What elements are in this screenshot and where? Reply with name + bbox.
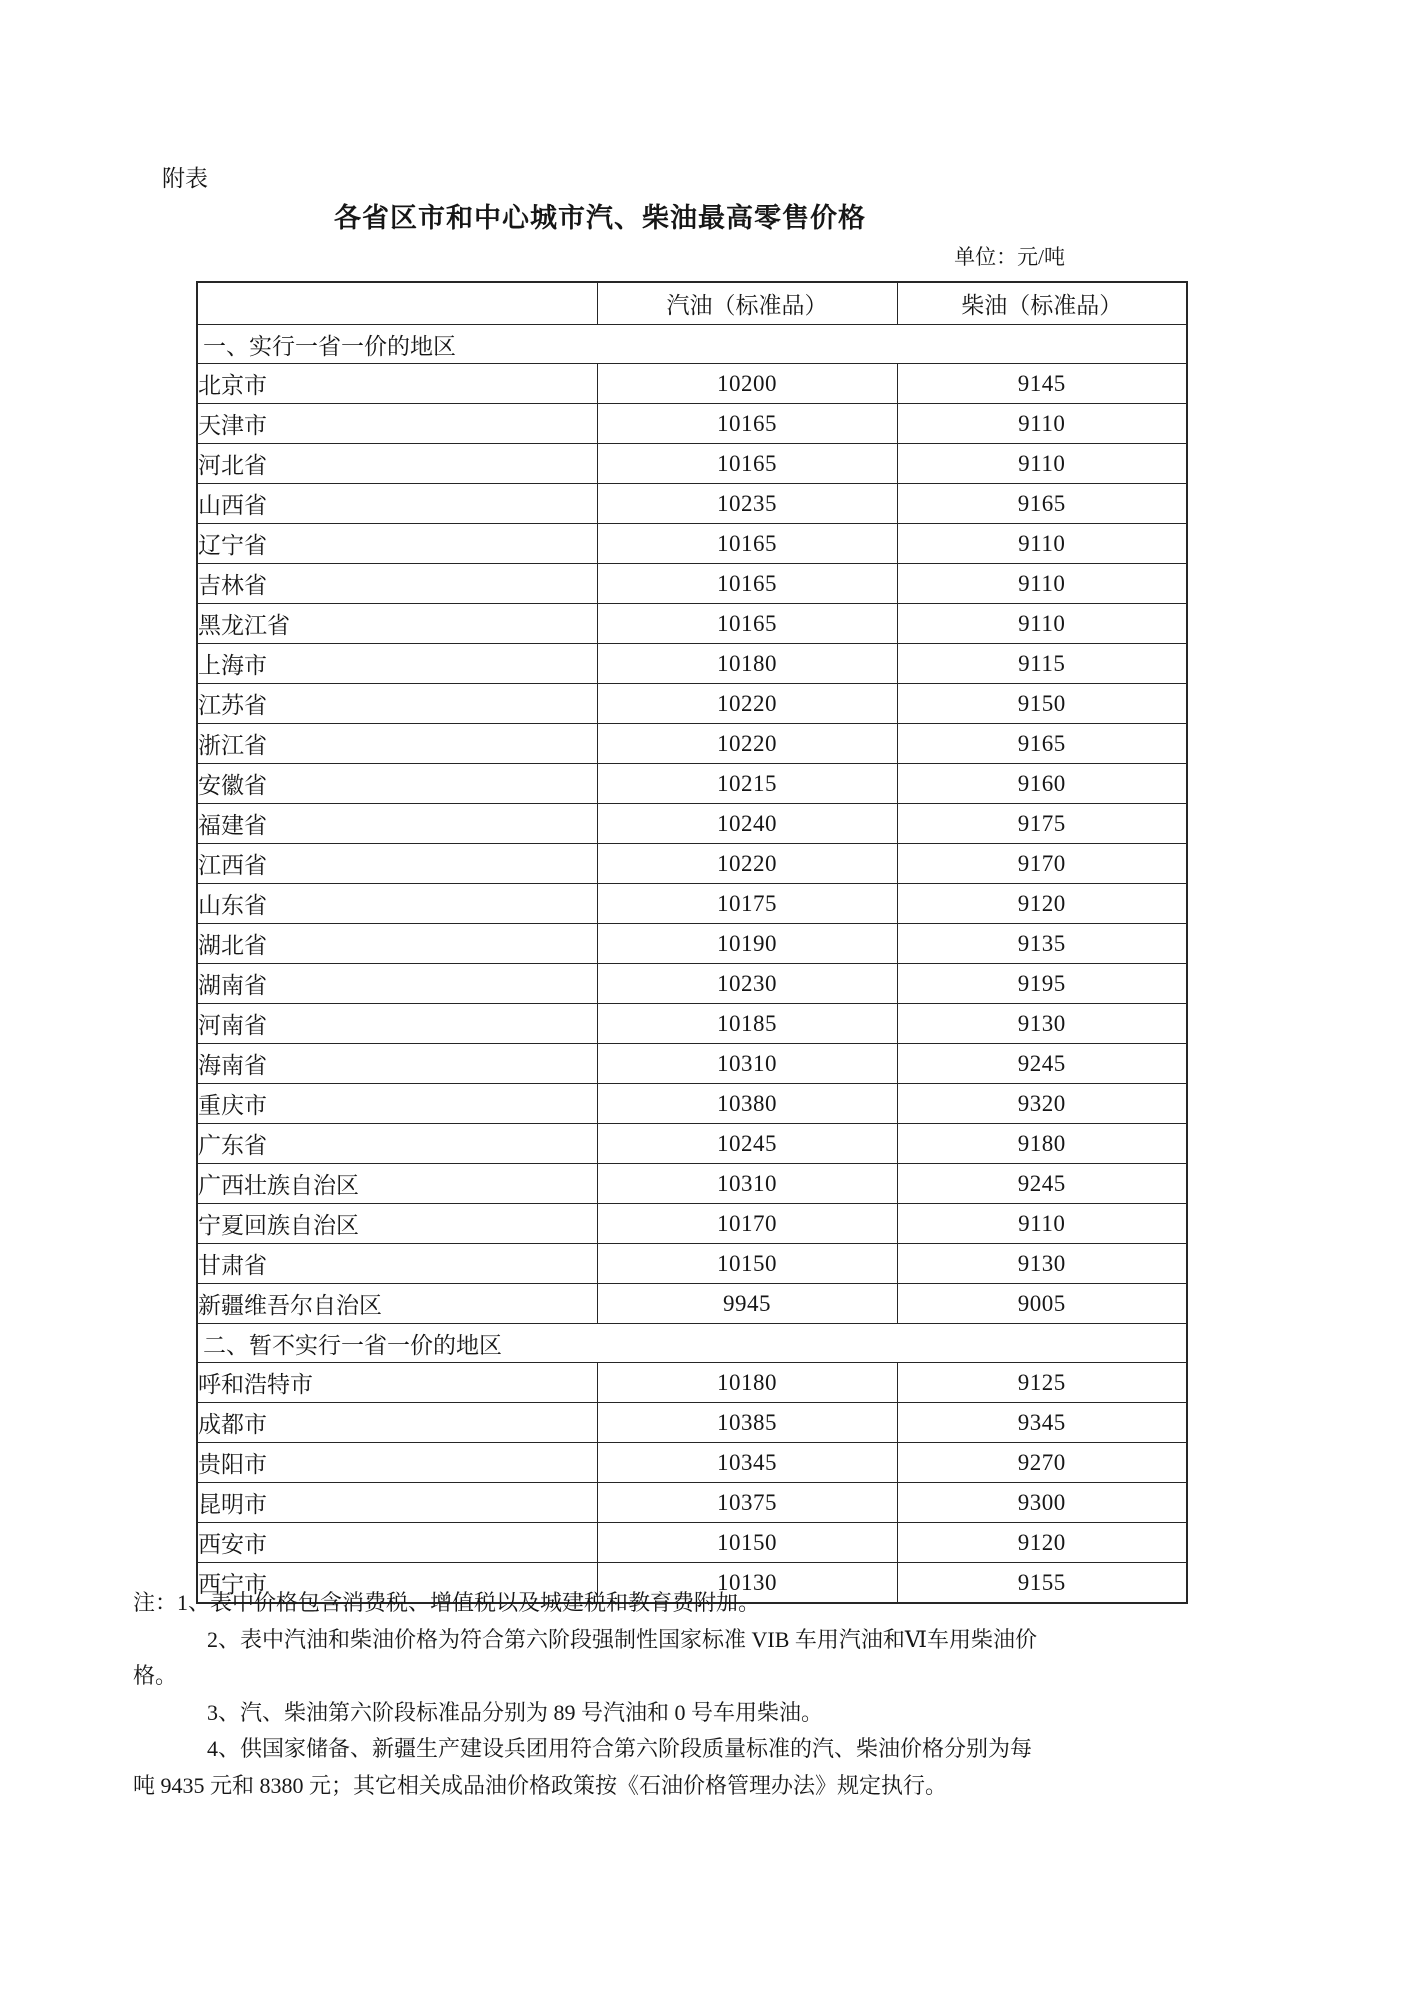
- price-table-header: [197, 282, 1187, 325]
- diesel-price-cell: 9345: [897, 1403, 1187, 1443]
- price-row: [197, 1204, 1187, 1244]
- section-header-cell: 二、暂不实行一省一价的地区: [197, 1324, 1187, 1363]
- note-line: 4、供国家储备、新疆生产建设兵团用符合第六阶段质量标准的汽、柴油价格分别为每: [207, 1736, 1033, 1761]
- price-row: [197, 1164, 1187, 1204]
- region-name-cell: 吉林省: [197, 564, 597, 604]
- price-row: [197, 364, 1187, 404]
- gasoline-price-cell: 10165: [597, 524, 897, 564]
- gasoline-price-cell: 10165: [597, 604, 897, 644]
- gasoline-price-cell: 10190: [597, 924, 897, 964]
- gasoline-price-cell: 10310: [597, 1164, 897, 1204]
- gasoline-price-cell: 10180: [597, 644, 897, 684]
- price-row: [197, 1523, 1187, 1563]
- fuel-price-table: [196, 281, 1188, 1604]
- price-row: [197, 1284, 1187, 1324]
- diesel-column-header: 柴油（标准品）: [897, 282, 1187, 325]
- price-row: [197, 924, 1187, 964]
- diesel-price-cell: 9145: [897, 364, 1187, 404]
- price-row: [197, 1244, 1187, 1284]
- price-row: [197, 884, 1187, 924]
- region-name-cell: 江西省: [197, 844, 597, 884]
- region-name-cell: 成都市: [197, 1403, 597, 1443]
- diesel-price-cell: 9270: [897, 1443, 1187, 1483]
- region-name-cell: 新疆维吾尔自治区: [197, 1284, 597, 1324]
- diesel-price-cell: 9120: [897, 1523, 1187, 1563]
- diesel-price-cell: 9300: [897, 1483, 1187, 1523]
- note-line: 3、汽、柴油第六阶段标准品分别为 89 号汽油和 0 号车用柴油。: [207, 1699, 824, 1725]
- gasoline-price-cell: 10175: [597, 884, 897, 924]
- price-row: [197, 1363, 1187, 1403]
- region-name-cell: 重庆市: [197, 1084, 597, 1124]
- price-row: [197, 404, 1187, 444]
- gasoline-price-cell: 10235: [597, 484, 897, 524]
- gasoline-price-cell: 10380: [597, 1084, 897, 1124]
- gasoline-price-cell: 10165: [597, 444, 897, 484]
- region-name-cell: 江苏省: [197, 684, 597, 724]
- gasoline-price-cell: 10185: [597, 1004, 897, 1044]
- gasoline-price-cell: 10170: [597, 1204, 897, 1244]
- region-name-cell: 上海市: [197, 644, 597, 684]
- gasoline-price-cell: 9945: [597, 1284, 897, 1324]
- diesel-price-cell: 9110: [897, 604, 1187, 644]
- region-name-cell: 呼和浩特市: [197, 1363, 597, 1403]
- region-name-cell: 海南省: [197, 1044, 597, 1084]
- diesel-price-cell: 9175: [897, 804, 1187, 844]
- gasoline-price-cell: 10165: [597, 404, 897, 444]
- gasoline-column-header: 汽油（标准品）: [597, 282, 897, 325]
- gasoline-price-cell: 10375: [597, 1483, 897, 1523]
- region-name-cell: 昆明市: [197, 1483, 597, 1523]
- notes: [133, 1585, 1253, 1804]
- region-name-cell: 浙江省: [197, 724, 597, 764]
- region-name-cell: 天津市: [197, 404, 597, 444]
- diesel-price-cell: 9180: [897, 1124, 1187, 1164]
- price-row: [197, 844, 1187, 884]
- price-row: [197, 1443, 1187, 1483]
- gasoline-price-cell: 10215: [597, 764, 897, 804]
- gasoline-price-cell: 10150: [597, 1244, 897, 1284]
- region-name-cell: 安徽省: [197, 764, 597, 804]
- region-name-cell: 西安市: [197, 1523, 597, 1563]
- price-row: [197, 1403, 1187, 1443]
- region-name-cell: 北京市: [197, 364, 597, 404]
- diesel-price-cell: 9120: [897, 884, 1187, 924]
- price-row: [197, 684, 1187, 724]
- unit-label: 单位：元/吨: [954, 245, 1065, 269]
- region-name-cell: 广西壮族自治区: [197, 1164, 597, 1204]
- attachment-label: 附表: [162, 166, 208, 191]
- price-row: [197, 804, 1187, 844]
- price-table-body: [197, 325, 1187, 1604]
- gasoline-price-cell: 10245: [597, 1124, 897, 1164]
- price-row: [197, 444, 1187, 484]
- region-name-cell: 山东省: [197, 884, 597, 924]
- note-line: 注：1、表中价格包含消费税、增值税以及城建税和教育费附加。: [133, 1590, 761, 1615]
- region-name-cell: 辽宁省: [197, 524, 597, 564]
- diesel-price-cell: 9135: [897, 924, 1187, 964]
- section-header-row: [197, 1324, 1187, 1363]
- diesel-price-cell: 9110: [897, 404, 1187, 444]
- price-row: [197, 1124, 1187, 1164]
- gasoline-price-cell: 10220: [597, 724, 897, 764]
- gasoline-price-cell: 10345: [597, 1443, 897, 1483]
- header-row: [197, 282, 1187, 325]
- diesel-price-cell: 9195: [897, 964, 1187, 1004]
- region-name-cell: 贵阳市: [197, 1443, 597, 1483]
- price-row: [197, 964, 1187, 1004]
- price-row: [197, 564, 1187, 604]
- region-name-cell: 黑龙江省: [197, 604, 597, 644]
- gasoline-price-cell: 10130: [597, 1563, 897, 1604]
- region-name-cell: 湖南省: [197, 964, 597, 1004]
- price-row: [197, 724, 1187, 764]
- region-name-cell: 广东省: [197, 1124, 597, 1164]
- region-name-cell: 河南省: [197, 1004, 597, 1044]
- price-row: [197, 764, 1187, 804]
- region-name-cell: 甘肃省: [197, 1244, 597, 1284]
- gasoline-price-cell: 10180: [597, 1363, 897, 1403]
- region-name-cell: 山西省: [197, 484, 597, 524]
- price-row: [197, 604, 1187, 644]
- gasoline-price-cell: 10150: [597, 1523, 897, 1563]
- note-line: 2、表中汽油和柴油价格为符合第六阶段强制性国家标准 VIB 车用汽油和Ⅵ车用柴油价: [207, 1626, 1038, 1652]
- document-title: 各省区市和中心城市汽、柴油最高零售价格: [334, 203, 866, 233]
- note-line: 吨 9435 元和 8380 元；其它相关成品油价格政策按《石油价格管理办法》规定执行。: [133, 1772, 948, 1798]
- gasoline-price-cell: 10240: [597, 804, 897, 844]
- diesel-price-cell: 9320: [897, 1084, 1187, 1124]
- gasoline-price-cell: 10385: [597, 1403, 897, 1443]
- diesel-price-cell: 9005: [897, 1284, 1187, 1324]
- gasoline-price-cell: 10200: [597, 364, 897, 404]
- gasoline-price-cell: 10165: [597, 564, 897, 604]
- region-column-header: [197, 282, 597, 325]
- price-row: [197, 1483, 1187, 1523]
- diesel-price-cell: 9125: [897, 1363, 1187, 1403]
- note-line: 格。: [133, 1663, 178, 1688]
- price-row: [197, 1084, 1187, 1124]
- gasoline-price-cell: 10230: [597, 964, 897, 1004]
- diesel-price-cell: 9245: [897, 1164, 1187, 1204]
- gasoline-price-cell: 10220: [597, 844, 897, 884]
- price-row: [197, 1044, 1187, 1084]
- gasoline-price-cell: 10220: [597, 684, 897, 724]
- price-row: [197, 484, 1187, 524]
- diesel-price-cell: 9155: [897, 1563, 1187, 1604]
- region-name-cell: 湖北省: [197, 924, 597, 964]
- diesel-price-cell: 9110: [897, 1204, 1187, 1244]
- region-name-cell: 西宁市: [197, 1563, 597, 1604]
- diesel-price-cell: 9165: [897, 484, 1187, 524]
- diesel-price-cell: 9110: [897, 564, 1187, 604]
- price-row: [197, 1004, 1187, 1044]
- diesel-price-cell: 9130: [897, 1004, 1187, 1044]
- diesel-price-cell: 9165: [897, 724, 1187, 764]
- diesel-price-cell: 9110: [897, 524, 1187, 564]
- diesel-price-cell: 9115: [897, 644, 1187, 684]
- section-header-row: [197, 325, 1187, 364]
- price-row: [197, 524, 1187, 564]
- diesel-price-cell: 9160: [897, 764, 1187, 804]
- gasoline-price-cell: 10310: [597, 1044, 897, 1084]
- price-row: [197, 644, 1187, 684]
- section-header-cell: 一、实行一省一价的地区: [197, 325, 1187, 364]
- diesel-price-cell: 9170: [897, 844, 1187, 884]
- diesel-price-cell: 9245: [897, 1044, 1187, 1084]
- diesel-price-cell: 9150: [897, 684, 1187, 724]
- region-name-cell: 宁夏回族自治区: [197, 1204, 597, 1244]
- diesel-price-cell: 9110: [897, 444, 1187, 484]
- region-name-cell: 河北省: [197, 444, 597, 484]
- region-name-cell: 福建省: [197, 804, 597, 844]
- diesel-price-cell: 9130: [897, 1244, 1187, 1284]
